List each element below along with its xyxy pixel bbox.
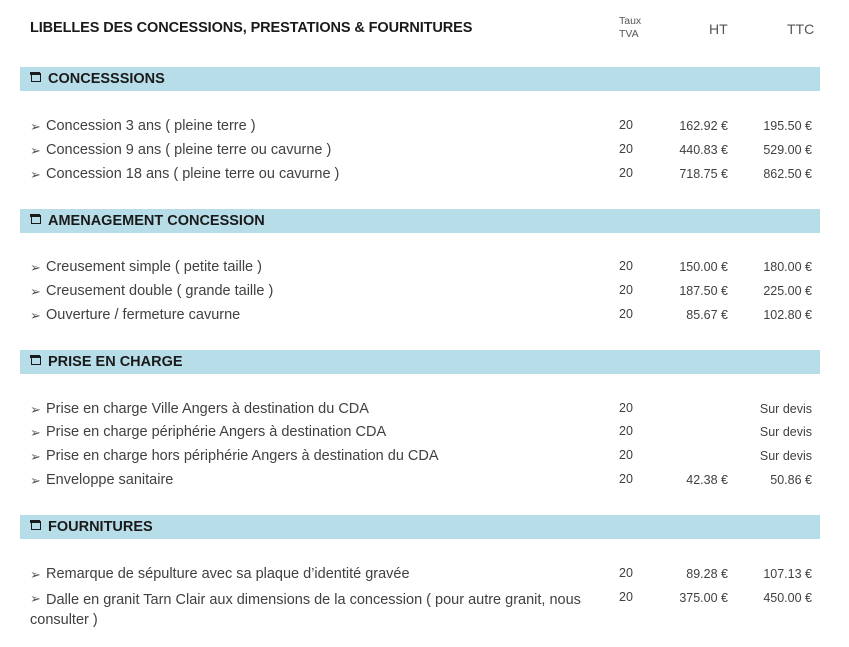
price-row — [30, 307, 820, 327]
window-icon — [31, 356, 41, 365]
row-tva: 20 — [619, 424, 633, 438]
price-row — [30, 590, 820, 630]
row-tva: 20 — [619, 259, 633, 273]
row-label: Prise en charge périphérie Angers à destination CDA — [46, 424, 387, 440]
row-ht: 42.38 € — [686, 473, 728, 487]
row-label: Creusement double ( grande taille ) — [46, 283, 274, 299]
row-tva: 20 — [619, 142, 633, 156]
row-label: Ouverture / fermeture cavurne — [46, 307, 241, 323]
row-tva: 20 — [619, 472, 633, 486]
row-ht: 150.00 € — [679, 260, 728, 274]
section-header-prise-en-charge — [20, 350, 820, 374]
row-ttc: 180.00 € — [763, 260, 812, 274]
arrow-bullet-icon: ➢ — [30, 473, 41, 488]
column-header-ht: HT — [709, 21, 728, 37]
window-icon — [31, 215, 41, 224]
row-ht: 718.75 € — [679, 167, 728, 181]
row-ht: 85.67 € — [686, 308, 728, 322]
section-title: CONCESSSIONS — [48, 71, 165, 87]
row-ht: 162.92 € — [679, 119, 728, 133]
row-ht: 440.83 € — [679, 143, 728, 157]
arrow-bullet-icon: ➢ — [30, 260, 41, 275]
section-title: FOURNITURES — [48, 519, 153, 535]
row-ttc: Sur devis — [759, 402, 812, 416]
row-label: Dalle en granit Tarn Clair aux dimensions de la concession ( pour autre granit, nous consulter ) — [30, 592, 581, 628]
arrow-bullet-icon: ➢ — [30, 402, 41, 417]
row-label: Enveloppe sanitaire — [46, 472, 174, 488]
row-ttc: 450.00 € — [763, 591, 812, 605]
row-ttc: 529.00 € — [763, 143, 812, 157]
row-label: Concession 18 ans ( pleine terre ou cavurne ) — [46, 166, 340, 182]
row-ttc: Sur devis — [759, 425, 812, 439]
price-row — [30, 472, 820, 492]
row-tva: 20 — [619, 590, 633, 604]
row-tva: 20 — [619, 118, 633, 132]
row-label: Concession 9 ans ( pleine terre ou cavurne ) — [46, 142, 332, 158]
section-header-fournitures — [20, 515, 820, 539]
row-label: Concession 3 ans ( pleine terre ) — [46, 118, 256, 134]
price-row — [30, 142, 820, 162]
row-tva: 20 — [619, 166, 633, 180]
row-ttc: 107.13 € — [763, 567, 812, 581]
price-row — [30, 118, 820, 138]
row-ht: 187.50 € — [679, 284, 728, 298]
column-header-tva: Taux TVA — [619, 15, 642, 40]
row-label: Remarque de sépulture avec sa plaque d’identité gravée — [46, 566, 410, 582]
row-ht: 89.28 € — [686, 567, 728, 581]
row-ttc: 225.00 € — [763, 284, 812, 298]
arrow-bullet-icon: ➢ — [30, 119, 41, 134]
window-icon — [31, 521, 41, 530]
row-label: Creusement simple ( petite taille ) — [46, 259, 262, 275]
row-ttc: 102.80 € — [763, 308, 812, 322]
row-tva: 20 — [619, 566, 633, 580]
section-header-amenagement — [20, 209, 820, 233]
arrow-bullet-icon: ➢ — [30, 425, 41, 440]
arrow-bullet-icon: ➢ — [30, 567, 41, 582]
arrow-bullet-icon: ➢ — [30, 591, 41, 606]
price-row — [30, 424, 820, 444]
arrow-bullet-icon: ➢ — [30, 449, 41, 464]
row-ttc: 50.86 € — [770, 473, 812, 487]
row-label: Prise en charge hors périphérie Angers à destination du CDA — [46, 448, 439, 464]
row-tva: 20 — [619, 448, 633, 462]
row-ttc: Sur devis — [759, 449, 812, 463]
price-row — [30, 448, 820, 468]
row-tva: 20 — [619, 401, 633, 415]
page-title: LIBELLES DES CONCESSIONS, PRESTATIONS & FOURNITURES — [30, 20, 473, 36]
price-row — [30, 566, 820, 586]
section-header-concessions — [20, 67, 820, 91]
arrow-bullet-icon: ➢ — [30, 284, 41, 299]
row-tva: 20 — [619, 283, 633, 297]
price-row — [30, 283, 820, 303]
row-ht: 375.00 € — [679, 591, 728, 605]
arrow-bullet-icon: ➢ — [30, 308, 41, 323]
row-ttc: 195.50 € — [763, 119, 812, 133]
section-title: PRISE EN CHARGE — [48, 354, 183, 370]
price-row — [30, 401, 820, 421]
row-tva: 20 — [619, 307, 633, 321]
price-row — [30, 166, 820, 186]
arrow-bullet-icon: ➢ — [30, 167, 41, 182]
arrow-bullet-icon: ➢ — [30, 143, 41, 158]
row-ttc: 862.50 € — [763, 167, 812, 181]
section-title: AMENAGEMENT CONCESSION — [48, 213, 265, 229]
column-header-ttc: TTC — [787, 21, 815, 37]
price-row — [30, 259, 820, 279]
row-label: Prise en charge Ville Angers à destination du CDA — [46, 401, 369, 417]
window-icon — [31, 73, 41, 82]
